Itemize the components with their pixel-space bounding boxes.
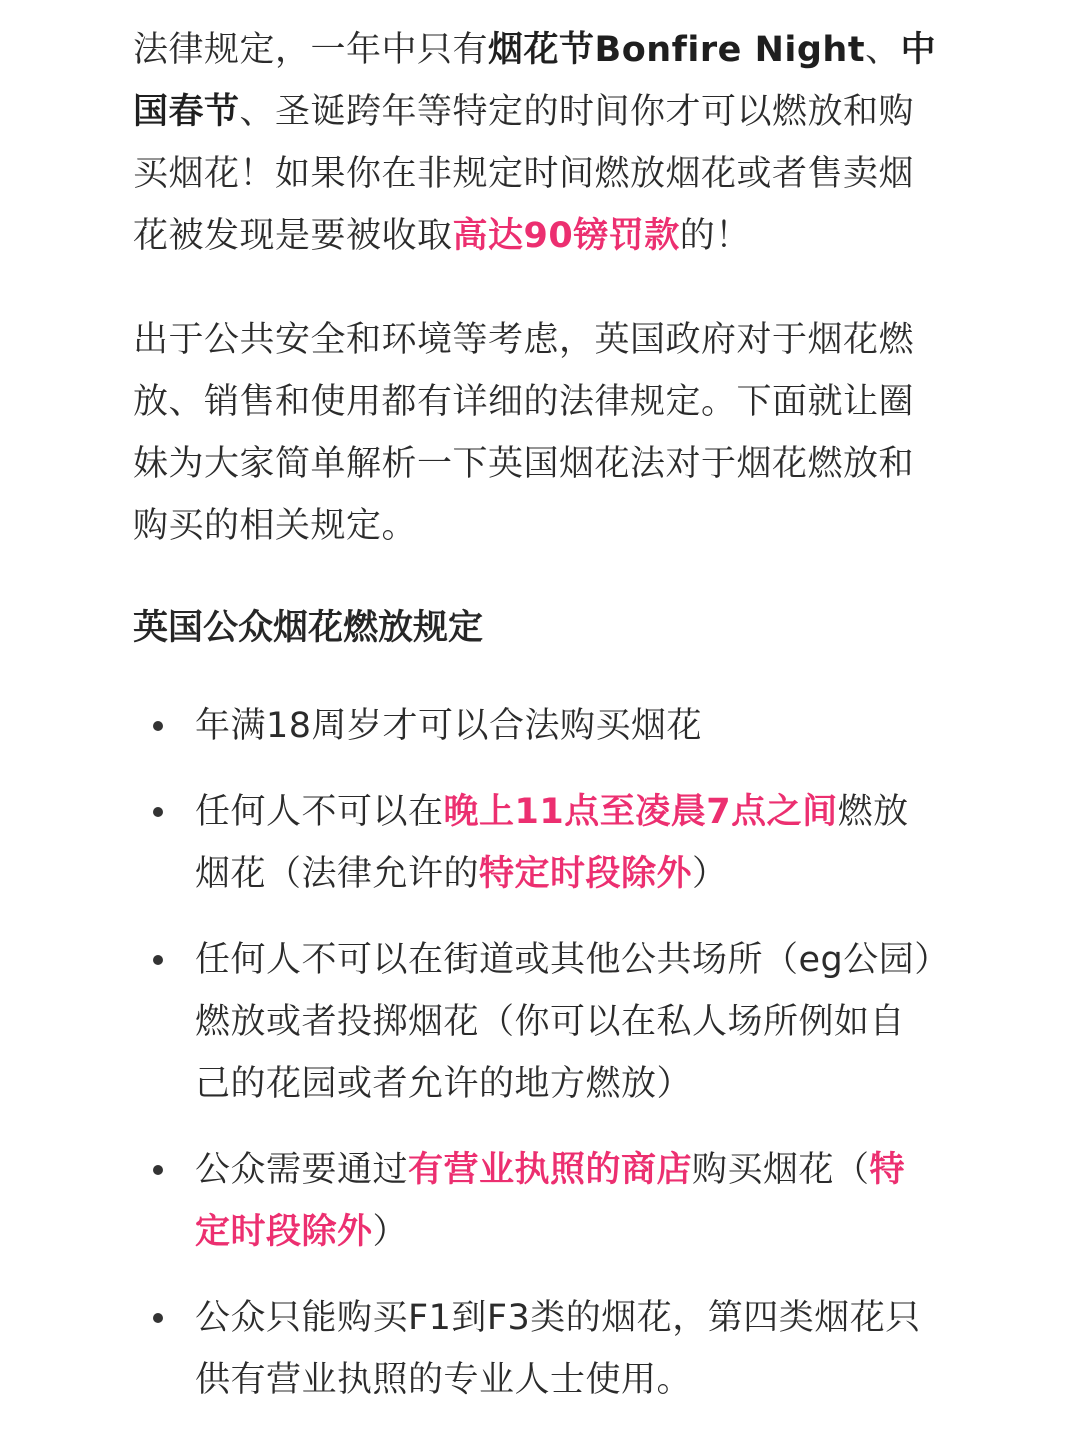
rule-text: ）: [692, 854, 728, 894]
chinese-new-year-emphasis: 中国春节: [133, 30, 937, 132]
licensed-shop-highlight: 有营业执照的商店: [408, 1150, 693, 1190]
fine-highlight: 高达90镑罚款: [452, 216, 680, 256]
rule-text: 燃放烟花（法律允许的: [195, 792, 909, 894]
exception-highlight: 特定时段除外: [479, 854, 693, 894]
intro-text: 法律规定，一年中只有: [133, 30, 489, 70]
intro-text-continued: 、圣诞跨年等特定的时间你才可以燃放和购买烟花！如果你在非规定时间燃放烟花或者售卖烟花被发现是要被收取: [133, 92, 915, 256]
rule-item-age: [133, 695, 940, 757]
rules-list: [133, 695, 940, 1411]
rule-item-licensed-shop: [133, 1139, 940, 1263]
bullet-dot-icon: [153, 807, 163, 817]
rule-text: 公众需要通过: [195, 1150, 409, 1190]
section-heading: 英国公众烟花燃放规定: [133, 608, 484, 648]
bullet-dot-icon: [153, 1165, 163, 1175]
bullet-dot-icon: [153, 1313, 163, 1323]
rule-text: 购买烟花（: [692, 1150, 870, 1190]
intro-text-end: 的！: [679, 216, 751, 256]
rule-item-public-place: [133, 929, 940, 1115]
exception-highlight: 特定时段除外: [195, 1150, 906, 1252]
rule-text: 任何人不可以在街道或其他公共场所（eg公园）燃放或者投掷烟花（你可以在私人场所例如自己的花园或者允许的地方燃放）: [195, 940, 933, 1104]
rule-text: 公众只能购买F1到F3类的烟花，第四类烟花只供有营业执照的专业人士使用。: [195, 1298, 921, 1400]
intro-paragraph: [133, 0, 940, 267]
rule-item-category: [133, 1287, 940, 1411]
context-paragraph: 出于公共安全和环境等考虑，英国政府对于烟花燃放、销售和使用都有详细的法律规定。下面就让圈妹为大家简单解析一下英国烟花法对于烟花燃放和购买的相关规定。: [133, 320, 915, 546]
bullet-dot-icon: [153, 721, 163, 731]
intro-separator: 、: [865, 30, 901, 70]
rule-text: 任何人不可以在: [195, 792, 444, 832]
bonfire-night-emphasis: 烟花节Bonfire Night: [488, 30, 866, 70]
rule-text: 年满18周岁才可以合法购买烟花: [195, 706, 703, 746]
time-highlight: 晚上11点至凌晨7点之间: [443, 792, 838, 832]
bullet-dot-icon: [153, 955, 163, 965]
rule-text: ）: [372, 1212, 409, 1252]
rule-item-time: [133, 781, 940, 905]
